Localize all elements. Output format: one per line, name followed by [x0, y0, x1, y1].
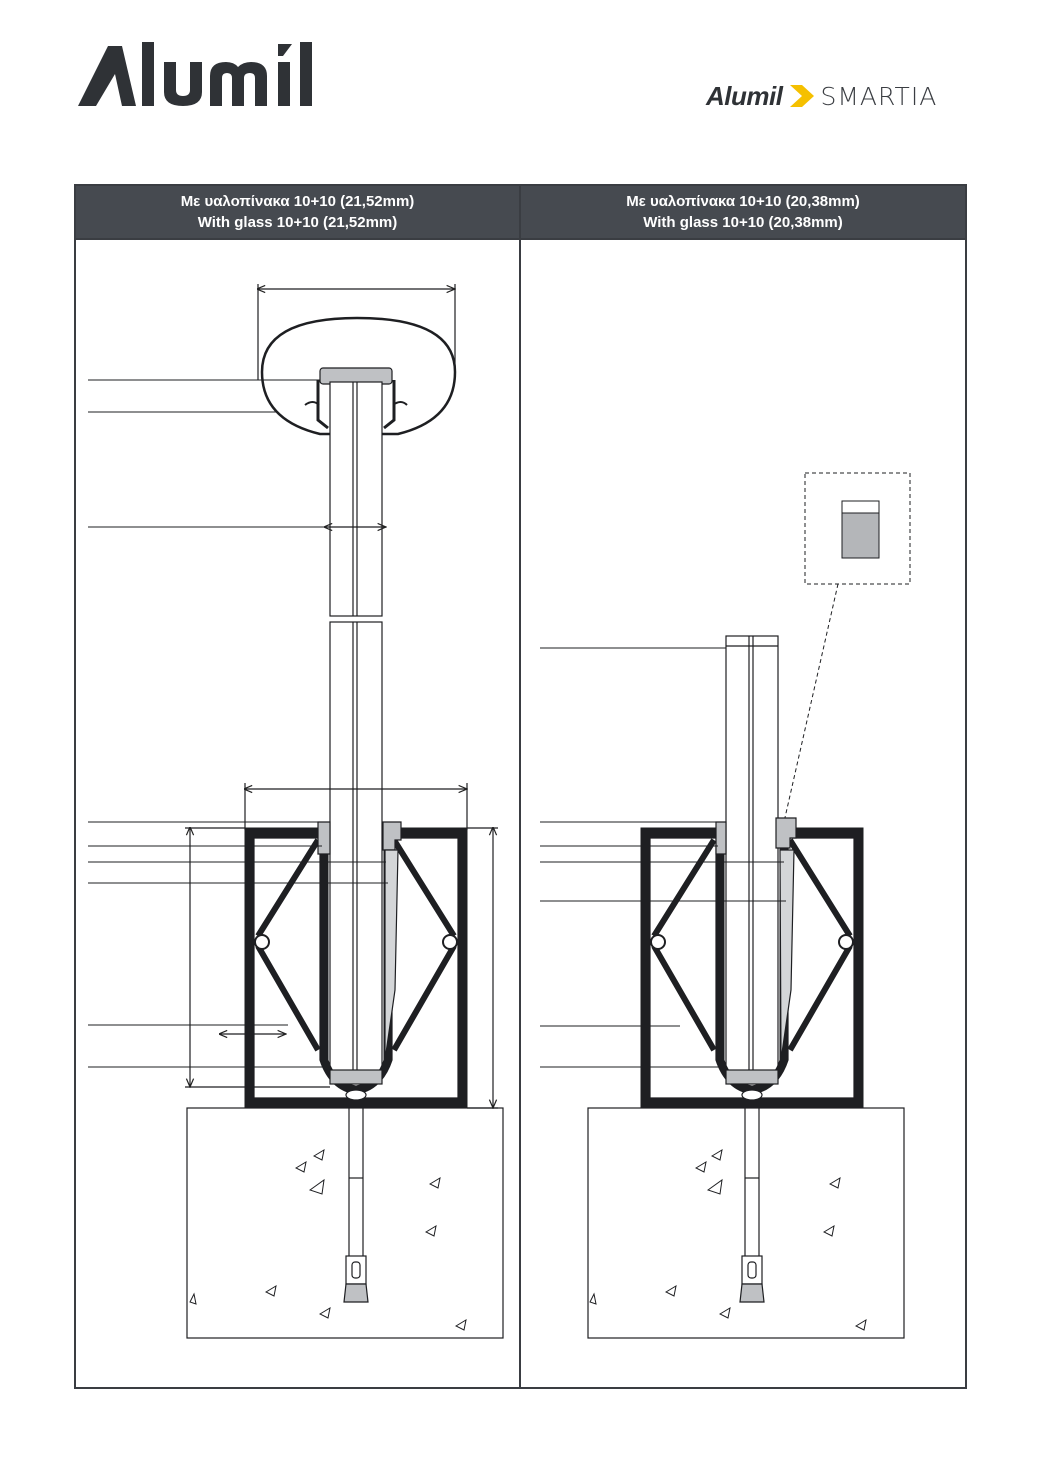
panel-title-en: With glass 10+10 (20,38mm) [643, 214, 843, 231]
left-detail [88, 284, 503, 1338]
panel-title-en: With glass 10+10 (21,52mm) [197, 214, 398, 231]
panel-title-gr: Με υαλοπίνακα 10+10 (21,52mm) [180, 193, 415, 210]
right-detail [540, 473, 910, 1338]
smartia-brand-text: Alumil [706, 80, 783, 111]
smartia-product-text: SMARTIA [820, 81, 938, 111]
panel-title-gr: Με υαλοπίνακα 10+10 (20,38mm) [626, 193, 860, 210]
